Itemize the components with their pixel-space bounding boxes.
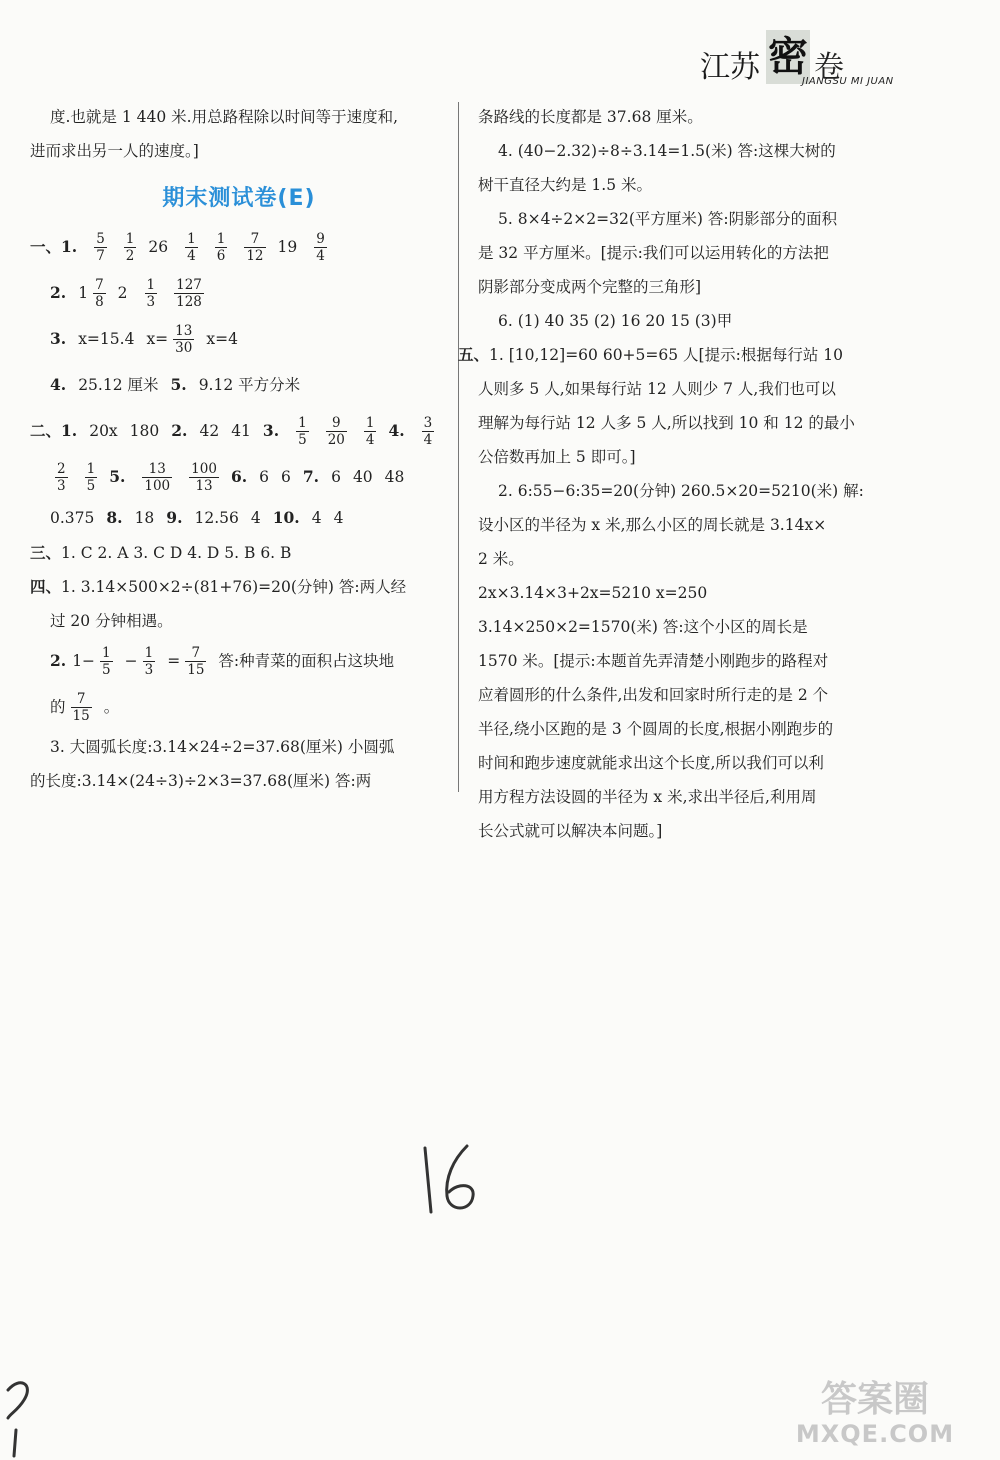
answer-value: x=15.4 bbox=[78, 330, 135, 348]
question-number: 4. bbox=[50, 375, 67, 394]
section-heading: 期末测试卷(E) bbox=[162, 186, 316, 211]
answer-value: 42 bbox=[199, 422, 220, 440]
fraction: 3 4 bbox=[423, 414, 433, 448]
text-line: 人则多 5 人,如果每行站 12 人则少 7 人,我们也可以 bbox=[478, 380, 836, 398]
section-label: 二、 bbox=[30, 421, 62, 440]
fraction: 1 4 bbox=[187, 230, 196, 264]
s4-q1-line: 过 20 分钟相遇。 bbox=[50, 612, 173, 630]
answer-value: 25.12 厘米 bbox=[78, 376, 159, 394]
fraction: 1 6 bbox=[216, 230, 226, 264]
answer-value: 19 bbox=[277, 238, 298, 256]
answer-text: = bbox=[167, 652, 181, 670]
answer-text: 1. 3.14×500×2÷(81+76)=20(分钟) 答:两人经 bbox=[61, 578, 407, 596]
s4-q3-line: 的长度:3.14×(24÷3)÷2×3=37.68(厘米) 答:两 bbox=[30, 772, 372, 790]
s2-line2 bbox=[30, 454, 448, 500]
column-divider bbox=[458, 102, 459, 792]
question-number: 7. bbox=[302, 467, 320, 486]
answer-text: 答:种青菜的面积占这块地 bbox=[218, 652, 395, 670]
answer-value: 4 bbox=[250, 509, 261, 527]
question-number: 3. bbox=[262, 421, 280, 440]
fraction: 7 8 bbox=[95, 276, 104, 310]
question-number: 5. bbox=[109, 467, 126, 486]
question-number: 9. bbox=[166, 508, 183, 527]
question-number: 8. bbox=[106, 508, 123, 527]
answer-value: 26 bbox=[148, 238, 169, 256]
question-number: 2. bbox=[50, 651, 67, 670]
fraction: $\frac{7}{15}$ bbox=[187, 644, 205, 678]
text-line: 2x×3.14×3+2x=5210 x=250 bbox=[478, 584, 708, 602]
watermark bbox=[770, 1380, 980, 1450]
text-line: 长公式就可以解决本问题。] bbox=[478, 822, 663, 840]
answer-value: 2 bbox=[117, 284, 128, 302]
logo-text-jiangsu: 江苏 bbox=[700, 50, 760, 85]
text-line: 3.14×250×2=1570(米) 答:这个小区的周长是 bbox=[478, 618, 808, 636]
answer-text: 1. [10,12]=60 60+5=65 人[提示:根据每行站 10 bbox=[489, 346, 843, 364]
text-line: 树干直径大约是 1.5 米。 bbox=[478, 176, 653, 194]
fraction: 127 128 bbox=[176, 276, 202, 310]
text-line: 应着圆形的什么条件,出发和回家时所行走的是 2 个 bbox=[478, 686, 829, 704]
s2-line3 bbox=[30, 500, 448, 536]
fraction: 2 3 bbox=[57, 460, 66, 494]
fraction: 7 15 bbox=[72, 690, 90, 724]
question-number: 1. bbox=[61, 237, 78, 256]
text-line: 6. (1) 40 35 (2) 16 20 15 (3)甲 bbox=[498, 312, 733, 330]
question-number: 4. bbox=[388, 421, 405, 440]
s1-q4-row bbox=[30, 362, 448, 408]
answer-value: x=4 bbox=[206, 330, 238, 348]
text-line: 是 32 平方厘米。[提示:我们可以运用转化的方法把 bbox=[478, 244, 829, 262]
answer-value: 6 bbox=[331, 468, 341, 486]
answer-value: 6 bbox=[259, 468, 269, 486]
answer-value: 20x bbox=[89, 422, 118, 440]
answer-value: 9.12 平方分米 bbox=[198, 376, 301, 394]
fraction: 9 4 bbox=[316, 230, 325, 264]
answer-value: 180 bbox=[129, 422, 160, 440]
fraction: 9 20 bbox=[327, 414, 345, 448]
s1-q3-row bbox=[30, 316, 448, 362]
text-line: 理解为每行站 12 人多 5 人,所以找到 10 和 12 的最小 bbox=[478, 414, 855, 432]
logo-text-mi: 密 bbox=[766, 30, 810, 84]
answer-value: 40 bbox=[352, 468, 373, 486]
handwritten-mark bbox=[0, 1370, 40, 1460]
question-number: 3. bbox=[50, 329, 67, 348]
intro-line: 进而求出另一人的速度。] bbox=[30, 142, 199, 160]
text-line: 时间和跑步速度就能求出这个长度,所以我们可以利 bbox=[478, 754, 824, 772]
text-line bbox=[458, 338, 910, 372]
answer-text: 。 bbox=[103, 698, 120, 716]
fraction: 1 5 bbox=[298, 414, 307, 448]
question-number: 6. bbox=[230, 467, 248, 486]
fraction: 1 5 bbox=[86, 460, 96, 494]
fraction: 100 13 bbox=[191, 460, 217, 494]
answer-text: 的 bbox=[50, 698, 66, 716]
s4-q2-row2 bbox=[30, 684, 448, 730]
fraction: 1 3 bbox=[146, 276, 156, 310]
fraction: 7 12 bbox=[246, 230, 264, 264]
answer-value: 0.375 bbox=[50, 509, 95, 527]
logo-pinyin: JIANGSU MI JUAN bbox=[802, 76, 894, 87]
answer-text: − bbox=[124, 652, 138, 670]
text-line: 阴影部分变成两个完整的三角形] bbox=[478, 278, 702, 296]
text-line: 公倍数再加上 5 即可。] bbox=[478, 448, 636, 466]
answer-value: x= bbox=[146, 330, 169, 348]
text-line: 设小区的半径为 x 米,那么小区的周长就是 3.14x× bbox=[478, 516, 827, 534]
question-number: 2. bbox=[50, 283, 67, 302]
answer-value: 1 bbox=[78, 284, 89, 302]
question-number: 10. bbox=[272, 508, 300, 527]
fraction: 13 100 bbox=[144, 460, 171, 494]
question-number: 2. bbox=[171, 421, 188, 440]
section-label: 三、 bbox=[30, 543, 62, 562]
question-number: 1. bbox=[61, 421, 78, 440]
answer-value: 41 bbox=[231, 422, 251, 440]
fraction: $\frac{1}{5}$ bbox=[102, 644, 111, 678]
answer-value: 6 bbox=[281, 468, 291, 486]
s1-q2-row bbox=[30, 270, 448, 316]
s2-line1 bbox=[30, 408, 448, 454]
answer-text: 1. C 2. A 3. C D 4. D 5. B 6. B bbox=[61, 544, 292, 562]
watermark-text: 答案圈 bbox=[820, 1379, 929, 1420]
brand-logo bbox=[700, 30, 900, 90]
s3-line bbox=[30, 536, 448, 570]
text-line: 半径,绕小区跑的是 3 个圆周的长度,根据小刚跑步的 bbox=[478, 720, 834, 738]
s4-q2-row bbox=[30, 638, 448, 684]
section-label: 一、 bbox=[30, 237, 62, 256]
fraction: 1 4 bbox=[365, 414, 375, 448]
fraction: 5 7 bbox=[96, 230, 105, 264]
intro-line: 度.也就是 1 440 米.用总路程除以时间等于速度和, bbox=[50, 108, 399, 126]
answer-text: 1− bbox=[72, 652, 96, 670]
text-line: 4. (40−2.32)÷8÷3.14=1.5(米) 答:这棵大树的 bbox=[498, 142, 836, 160]
left-column bbox=[30, 100, 448, 798]
fraction: 1 2 bbox=[125, 230, 135, 264]
section-label: 四、 bbox=[30, 577, 62, 596]
s4-q1-line bbox=[30, 570, 448, 604]
fraction: $\frac{1}{3}$ bbox=[144, 644, 154, 678]
answer-value: 48 bbox=[384, 468, 405, 486]
text-line: 2. 6:55−6:35=20(分钟) 260.5×20=5210(米) 解: bbox=[498, 482, 864, 500]
answer-value: 18 bbox=[134, 509, 155, 527]
text-line: 2 米。 bbox=[478, 550, 524, 568]
text-line: 用方程方法设圆的半径为 x 米,求出半径后,利用周 bbox=[478, 788, 817, 806]
logo-text-juan: 卷 bbox=[814, 50, 844, 85]
text-line: 1570 米。[提示:本题首先弄清楚小刚跑步的路程对 bbox=[478, 652, 829, 670]
s1-q1-row bbox=[30, 224, 448, 270]
s4-q3-line: 3. 大圆弧长度:3.14×24÷2=37.68(厘米) 小圆弧 bbox=[50, 738, 395, 756]
answer-value: 4 bbox=[311, 509, 322, 527]
text-line: 条路线的长度都是 37.68 厘米。 bbox=[478, 108, 703, 126]
handwritten-page-number bbox=[415, 1140, 485, 1220]
section-label: 五、 bbox=[458, 345, 490, 364]
text-line: 5. 8×4÷2×2=32(平方厘米) 答:阴影部分的面积 bbox=[498, 210, 838, 228]
watermark-url: MXQE.COM bbox=[795, 1420, 955, 1448]
answer-value: 4 bbox=[333, 509, 344, 527]
fraction: $\frac{13}{30}$ bbox=[175, 322, 193, 356]
answer-value: 12.56 bbox=[194, 509, 239, 527]
right-column bbox=[458, 100, 910, 848]
question-number: 5. bbox=[170, 375, 187, 394]
